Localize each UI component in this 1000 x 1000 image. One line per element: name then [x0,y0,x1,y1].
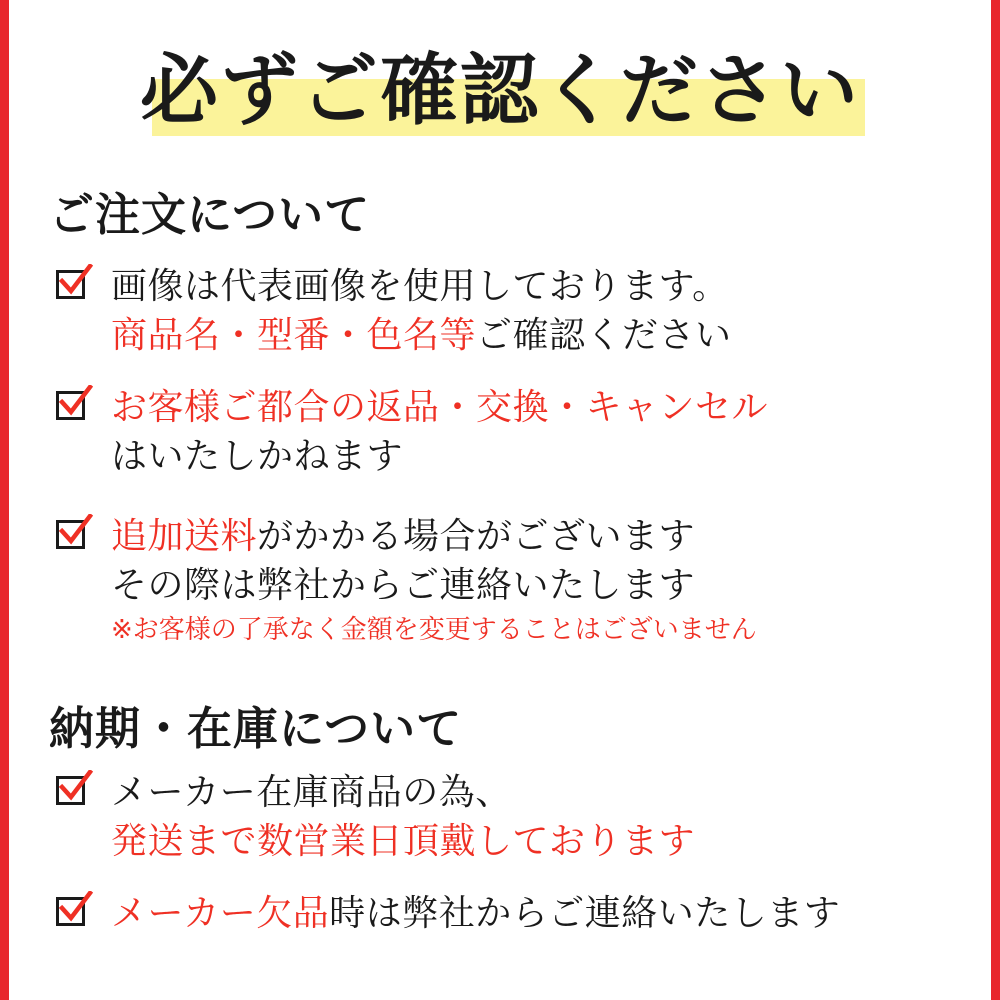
list-item-line [111,311,955,360]
checkbox-checked-icon [55,387,93,425]
emphasis-text: メーカー欠品 [111,893,330,934]
list-item-line: 画像は代表画像を使用しております。 [111,266,729,307]
notice-content [9,0,991,1000]
section-heading-order: ご注文について [49,188,371,241]
right-red-bar [991,0,1000,1000]
list-item-lines [111,262,955,360]
section-heading-delivery: 納期・在庫について [49,702,463,755]
checkbox-checked-icon [55,266,93,304]
list-item-line: その際は弊社からご連絡いたします [111,565,696,606]
list-item-line-tail: がかかる場合がございます [257,516,696,557]
list-item [55,262,955,360]
checkbox-checked-icon [55,772,93,810]
list-item-lines [111,383,955,481]
page-title: 必ずご確認ください [139,46,860,136]
list-item-line [111,889,955,938]
list-item-lines [111,512,955,650]
list-item-line [111,512,955,561]
emphasis-text: 追加送料 [111,516,258,557]
list-item-lines [111,889,955,938]
list-item-line: 発送まで数営業日頂戴しております [111,821,696,862]
emphasis-text: 商品名・型番・色名等 [111,315,477,356]
list-item-note: ※お客様の了承なく金額を変更することはございません [111,615,757,645]
list-item-lines [111,768,955,866]
list-item [55,768,955,866]
list-item [55,512,955,650]
list-item-line-tail: 時は弊社からご連絡いたします [329,893,841,934]
list-item [55,889,955,938]
list-item [55,383,955,481]
list-item-line: はいたしかねます [111,436,404,477]
list-item-line: メーカー在庫商品の為、 [111,772,512,813]
page-title-wrap [9,36,991,146]
list-item-line: お客様ご都合の返品・交換・キャンセル [111,387,769,428]
checkbox-checked-icon [55,516,93,554]
left-red-bar [0,0,9,1000]
list-item-line-tail: ご確認ください [476,315,732,356]
checkbox-checked-icon [55,893,93,931]
